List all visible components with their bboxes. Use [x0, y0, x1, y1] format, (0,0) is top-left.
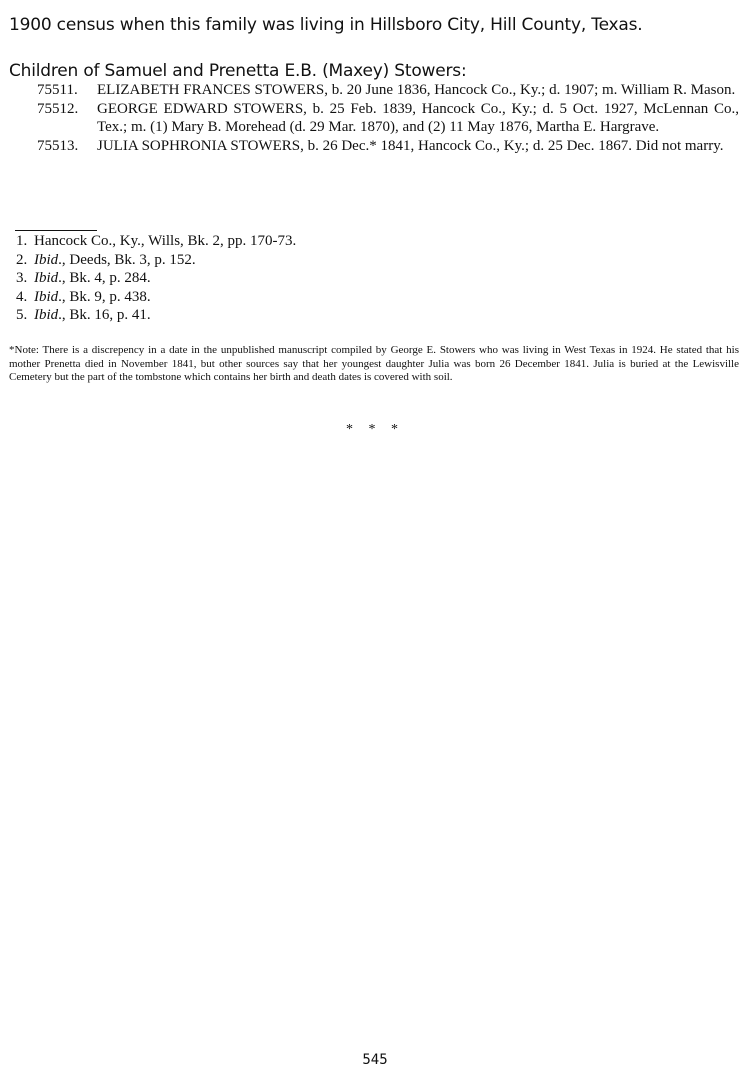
child-text: JULIA SOPHRONIA STOWERS, b. 26 Dec.* 1841, Hancock Co., Ky.; d. 25 Dec. 1867. Did not marry.: [97, 137, 724, 154]
child-entry: [0, 81, 750, 100]
footnote-text: ., Bk. 9, p. 438.: [58, 288, 151, 305]
page-number: 545: [362, 1052, 388, 1068]
section-separator: * * *: [346, 422, 404, 437]
footnote-text: ., Bk. 4, p. 284.: [58, 270, 151, 286]
footnote-text: ., Deeds, Bk. 3, p. 152.: [58, 251, 196, 268]
editorial-note: *Note: There is a discrepency in a date in the unpublished manuscript compiled by George E. Stowers who was living in West Texas in 1924. He stated that his mother Prenetta died in November 1841, but other sources say that her youngest daughter Julia was born 26 December 1841. Julia is buried at the Lewisville Cemetery but the part of the tombstone which contains her birth and death dates is covered with soil.: [9, 344, 739, 383]
footnote-divider: [15, 230, 97, 231]
child-number: 75513.: [37, 137, 79, 154]
footnote: [16, 251, 296, 270]
footnote-text: ., Bk. 16, p. 41.: [58, 307, 151, 323]
footnote-italic: Ibid: [34, 270, 59, 286]
lead-paragraph: 1900 census when this family was living in Hillsboro City, Hill County, Texas.: [9, 15, 643, 35]
footnote-number: 1.: [16, 233, 28, 249]
footnote: [16, 288, 296, 307]
children-list: [0, 81, 750, 155]
footnote-italic: Ibid: [34, 288, 59, 305]
footnote-number: 2.: [16, 251, 28, 268]
children-heading: Children of Samuel and Prenetta E.B. (Maxey) Stowers:: [9, 61, 467, 81]
child-number: 75511.: [37, 82, 78, 98]
footnotes: [16, 232, 296, 325]
footnote-text: Hancock Co., Ky., Wills, Bk. 2, pp. 170-73.: [34, 233, 297, 249]
footnote-italic: Ibid: [34, 251, 59, 268]
footnote-number: 5.: [16, 307, 28, 323]
child-text: ELIZABETH FRANCES STOWERS, b. 20 June 1836, Hancock Co., Ky.; d. 1907; m. William R. Mason.: [97, 82, 736, 98]
footnote: [16, 269, 296, 288]
child-entry: [0, 100, 750, 137]
footnote-number: 4.: [16, 288, 28, 305]
child-number: 75512.: [37, 100, 79, 117]
footnote: [16, 306, 296, 325]
footnote-number: 3.: [16, 270, 28, 286]
child-entry: [0, 137, 750, 156]
child-text: GEORGE EDWARD STOWERS, b. 25 Feb. 1839, Hancock Co., Ky.; d. 5 Oct. 1927, McLennan Co., Tex.; m. (1) Mary B. Morehead (d. 29 Mar. 1870), and (2) 11 May 1876, Martha E. Hargrave.: [97, 100, 739, 135]
footnote-italic: Ibid: [34, 307, 59, 323]
footnote: [16, 232, 296, 251]
